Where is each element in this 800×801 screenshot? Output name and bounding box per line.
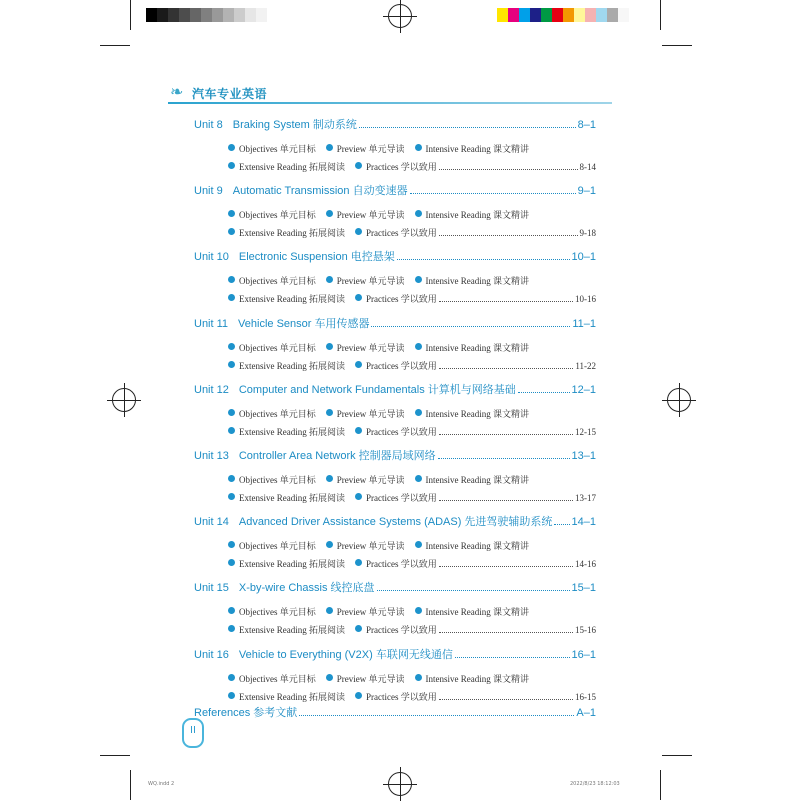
toc-subsections-row [228, 557, 596, 575]
toc-unit-entry[interactable] [194, 248, 596, 264]
section-label: Practices 学以致用 [365, 360, 437, 371]
section-label: Preview 单元导读 [336, 210, 405, 221]
book-title: 汽车专业英语 [192, 87, 268, 101]
crop-mark [662, 755, 692, 756]
section-label: Preview 单元导读 [336, 276, 405, 287]
toc-section-intensive-reading[interactable] [415, 672, 529, 685]
bullet-icon [415, 607, 422, 614]
toc-section-objectives[interactable] [228, 274, 316, 287]
unit-number: Unit 10 [194, 251, 229, 264]
bullet-icon [355, 692, 362, 699]
bullet-icon [228, 475, 235, 482]
bullet-icon [355, 493, 362, 500]
toc-section-preview[interactable] [326, 142, 405, 155]
print-slug-timestamp: 2022/8/23 18:12:03 [570, 781, 620, 787]
section-label: Intensive Reading 课文精讲 [425, 210, 529, 221]
registration-mark-left [112, 388, 136, 412]
toc-section-preview[interactable] [326, 407, 405, 420]
subsection-page: 14-16 [575, 559, 596, 570]
toc-section-extensive-reading[interactable] [228, 292, 345, 305]
unit-page: 8–1 [577, 119, 596, 131]
toc-section-practices[interactable] [355, 425, 437, 438]
bullet-icon [415, 409, 422, 416]
toc-unit [194, 248, 596, 310]
unit-number: Unit 12 [194, 383, 229, 396]
toc-section-practices[interactable] [355, 226, 437, 239]
unit-title: Automatic Transmission 自动变速器 [232, 185, 408, 198]
toc-unit-entry[interactable] [194, 182, 596, 198]
bullet-icon [228, 541, 235, 548]
toc-unit-entry[interactable] [194, 447, 596, 463]
page-number: II [190, 725, 196, 736]
toc-section-objectives[interactable] [228, 142, 316, 155]
unit-page: 10–1 [571, 251, 596, 264]
toc-section-preview[interactable] [326, 274, 405, 287]
section-label: Practices 学以致用 [365, 559, 437, 570]
bullet-icon [228, 276, 235, 283]
section-label: Objectives 单元目标 [239, 210, 316, 221]
dot-leader [371, 326, 570, 327]
subsection-page: 9-18 [579, 228, 596, 239]
section-label: Objectives 单元目标 [239, 541, 316, 552]
dot-leader [439, 566, 573, 567]
header-rule [168, 102, 612, 104]
unit-title: Electronic Suspension 电控悬架 [238, 251, 395, 264]
subsection-page: 11-22 [575, 360, 596, 371]
dot-leader [439, 500, 573, 501]
toc-section-practices[interactable] [355, 160, 437, 173]
bullet-icon [228, 607, 235, 614]
dot-leader [439, 632, 573, 633]
unit-number: Unit 8 [194, 119, 223, 131]
unit-title: Controller Area Network 控制器局域网络 [238, 450, 436, 462]
subsection-page: 16-15 [575, 691, 596, 702]
toc-unit-entry[interactable] [194, 381, 596, 397]
toc-section-preview[interactable] [326, 208, 405, 221]
references-page: A–1 [576, 707, 596, 719]
toc-subsections-row [228, 208, 596, 226]
unit-title: X-by-wire Chassis 线控底盘 [238, 582, 375, 595]
unit-number: Unit 14 [194, 516, 229, 529]
toc-section-objectives[interactable] [228, 341, 316, 354]
toc-unit [194, 579, 596, 641]
section-label: Practices 学以致用 [365, 162, 437, 172]
unit-page: 13–1 [571, 450, 596, 462]
subsection-page: 10-16 [575, 294, 596, 305]
toc-section-objectives[interactable] [228, 473, 316, 486]
unit-page: 9–1 [577, 185, 596, 198]
toc-references[interactable] [194, 704, 596, 720]
bullet-icon [355, 361, 362, 368]
section-label: Objectives 单元目标 [239, 144, 316, 154]
color-swatch [519, 8, 530, 22]
section-label: Intensive Reading 课文精讲 [425, 607, 529, 618]
toc-section-practices[interactable] [355, 623, 437, 636]
toc-unit [194, 646, 596, 708]
color-swatch [541, 8, 552, 22]
dot-leader [455, 657, 570, 658]
color-swatch [234, 8, 245, 22]
bullet-icon [355, 162, 362, 169]
toc-subsections-row [228, 292, 596, 310]
color-swatch [256, 8, 267, 22]
dot-leader [359, 127, 576, 128]
toc-unit-entry[interactable] [194, 116, 596, 132]
toc-section-objectives[interactable] [228, 407, 316, 420]
registration-mark-bottom [388, 772, 412, 796]
section-label: Extensive Reading 拓展阅读 [239, 691, 345, 702]
unit-page: 15–1 [571, 582, 596, 595]
section-label: Practices 学以致用 [365, 426, 437, 437]
section-label: Extensive Reading 拓展阅读 [239, 493, 345, 503]
section-label: Preview 单元导读 [336, 342, 405, 353]
bullet-icon [326, 409, 333, 416]
print-slug-filename: WQ.indd 2 [148, 781, 175, 787]
bullet-icon [415, 210, 422, 217]
toc-section-preview[interactable] [326, 473, 405, 486]
toc-unit-entry[interactable] [194, 579, 596, 595]
page-number-badge [182, 718, 204, 748]
section-label: Objectives 单元目标 [239, 607, 316, 618]
toc-unit [194, 447, 596, 509]
toc-subsections-row [228, 623, 596, 641]
crop-mark [130, 0, 131, 30]
toc-unit [194, 116, 596, 178]
unit-page: 11–1 [572, 317, 596, 330]
section-label: Preview 单元导读 [336, 144, 405, 154]
section-label: Preview 单元导读 [336, 541, 405, 552]
color-swatch [146, 8, 157, 22]
section-label: Objectives 单元目标 [239, 342, 316, 353]
subsection-page: 13-17 [575, 493, 596, 503]
crop-mark [660, 770, 661, 800]
color-swatch [574, 8, 585, 22]
section-label: Preview 单元导读 [336, 475, 405, 485]
toc-section-practices[interactable] [355, 491, 437, 504]
bullet-icon [228, 559, 235, 566]
section-label: Extensive Reading 拓展阅读 [239, 162, 345, 172]
section-label: Objectives 单元目标 [239, 673, 316, 684]
toc-unit-entry[interactable] [194, 513, 596, 529]
toc-section-intensive-reading[interactable] [415, 407, 529, 420]
dot-leader [439, 368, 574, 369]
bullet-icon [228, 162, 235, 169]
toc-subsections-row [228, 341, 596, 359]
toc-unit [194, 381, 596, 443]
section-label: Objectives 单元目标 [239, 276, 316, 287]
section-label: Practices 学以致用 [365, 294, 437, 305]
section-label: Intensive Reading 课文精讲 [425, 408, 529, 419]
section-label: Practices 学以致用 [365, 691, 437, 702]
section-label: Extensive Reading 拓展阅读 [239, 426, 345, 437]
bullet-icon [228, 493, 235, 500]
section-label: Objectives 单元目标 [239, 408, 316, 419]
bullet-icon [228, 228, 235, 235]
section-label: Intensive Reading 课文精讲 [425, 673, 529, 684]
toc-section-intensive-reading[interactable] [415, 539, 529, 552]
toc-subsections-row [228, 160, 596, 178]
toc-section-extensive-reading[interactable] [228, 557, 345, 570]
dot-leader [439, 235, 578, 236]
bullet-icon [355, 427, 362, 434]
unit-title: Braking System 制动系统 [232, 119, 357, 131]
section-label: Intensive Reading 课文精讲 [425, 276, 529, 287]
dot-leader [439, 169, 578, 170]
toc-section-intensive-reading[interactable] [415, 208, 529, 221]
crop-mark [660, 0, 661, 30]
toc-subsections-row [228, 672, 596, 690]
section-label: Practices 学以致用 [365, 228, 437, 239]
toc-section-intensive-reading[interactable] [415, 274, 529, 287]
toc-subsections-row [228, 359, 596, 377]
running-header [168, 82, 612, 104]
toc-unit [194, 513, 596, 575]
dot-leader [299, 715, 574, 716]
registration-mark-top [388, 4, 412, 28]
crop-mark [100, 45, 130, 46]
unit-title: Computer and Network Fundamentals 计算机与网络基础 [238, 383, 516, 396]
toc-subsections-row [228, 226, 596, 244]
toc-section-objectives[interactable] [228, 208, 316, 221]
unit-title: Advanced Driver Assistance Systems (ADAS) 先进驾驶辅助系统 [238, 516, 553, 529]
section-label: Intensive Reading 课文精讲 [425, 144, 529, 154]
dot-leader [410, 193, 576, 194]
bullet-icon [228, 674, 235, 681]
color-swatch [585, 8, 596, 22]
dot-leader [518, 392, 570, 393]
toc-section-preview[interactable] [326, 672, 405, 685]
color-swatch [596, 8, 607, 22]
bullet-icon [228, 144, 235, 151]
bullet-icon [228, 427, 235, 434]
toc-section-extensive-reading[interactable] [228, 491, 345, 504]
toc-section-extensive-reading[interactable] [228, 623, 345, 636]
toc-subsections-row [228, 491, 596, 509]
bullet-icon [326, 343, 333, 350]
bullet-icon [415, 475, 422, 482]
unit-number: Unit 9 [194, 185, 223, 198]
toc-section-practices[interactable] [355, 690, 437, 703]
bullet-icon [326, 607, 333, 614]
bullet-icon [326, 276, 333, 283]
unit-number: Unit 13 [194, 450, 229, 462]
toc-section-extensive-reading[interactable] [228, 226, 345, 239]
color-swatch [212, 8, 223, 22]
toc-section-extensive-reading[interactable] [228, 160, 345, 173]
grayscale-color-bar [146, 8, 267, 22]
section-label: Extensive Reading 拓展阅读 [239, 625, 345, 636]
unit-page: 14–1 [571, 516, 596, 529]
section-label: Intensive Reading 课文精讲 [425, 342, 529, 353]
swoosh-logo-icon: ❧ [170, 84, 184, 101]
section-label: Preview 单元导读 [336, 607, 405, 618]
subsection-page: 8-14 [579, 162, 596, 172]
section-label: Intensive Reading 课文精讲 [425, 541, 529, 552]
bullet-icon [326, 674, 333, 681]
color-swatch [607, 8, 618, 22]
crop-mark [662, 45, 692, 46]
color-swatch [618, 8, 629, 22]
color-swatch [190, 8, 201, 22]
section-label: Intensive Reading 课文精讲 [425, 475, 529, 485]
color-swatch [552, 8, 563, 22]
toc-section-intensive-reading[interactable] [415, 341, 529, 354]
dot-leader [377, 590, 570, 591]
unit-title: Vehicle Sensor 车用传感器 [238, 317, 370, 330]
bullet-icon [415, 541, 422, 548]
toc-subsections-row [228, 142, 596, 160]
bullet-icon [228, 343, 235, 350]
color-swatch [530, 8, 541, 22]
unit-number: Unit 15 [194, 582, 229, 595]
toc-section-extensive-reading[interactable] [228, 359, 345, 372]
toc-section-preview[interactable] [326, 341, 405, 354]
dot-leader [554, 524, 569, 525]
toc-section-practices[interactable] [355, 557, 437, 570]
color-swatch [563, 8, 574, 22]
dot-leader [439, 301, 573, 302]
bullet-icon [415, 674, 422, 681]
bullet-icon [228, 409, 235, 416]
toc-section-practices[interactable] [355, 359, 437, 372]
color-swatch [497, 8, 508, 22]
toc-section-objectives[interactable] [228, 539, 316, 552]
dot-leader [439, 699, 573, 700]
crop-mark [130, 770, 131, 800]
section-label: Extensive Reading 拓展阅读 [239, 559, 345, 570]
section-label: Extensive Reading 拓展阅读 [239, 228, 345, 239]
section-label: Extensive Reading 拓展阅读 [239, 360, 345, 371]
toc-section-practices[interactable] [355, 292, 437, 305]
unit-number: Unit 16 [194, 648, 229, 661]
bullet-icon [355, 559, 362, 566]
toc-section-intensive-reading[interactable] [415, 473, 529, 486]
section-label: Practices 学以致用 [365, 493, 437, 503]
bullet-icon [415, 144, 422, 151]
toc-unit-entry[interactable] [194, 315, 596, 331]
dot-leader [397, 259, 570, 260]
crop-mark [100, 755, 130, 756]
color-swatch [508, 8, 519, 22]
subsection-page: 15-16 [575, 625, 596, 636]
toc-subsections-row [228, 473, 596, 491]
color-swatch [179, 8, 190, 22]
color-swatch [201, 8, 212, 22]
dot-leader [439, 434, 573, 435]
toc-unit [194, 182, 596, 244]
bullet-icon [228, 210, 235, 217]
toc-section-extensive-reading[interactable] [228, 425, 345, 438]
toc-section-objectives[interactable] [228, 605, 316, 618]
dot-leader [438, 458, 570, 459]
toc-subsections-row [228, 274, 596, 292]
toc-section-extensive-reading[interactable] [228, 690, 345, 703]
bullet-icon [355, 625, 362, 632]
unit-page: 12–1 [571, 383, 596, 396]
bullet-icon [326, 541, 333, 548]
color-swatch [157, 8, 168, 22]
section-label: Extensive Reading 拓展阅读 [239, 294, 345, 305]
registration-mark-right [667, 388, 691, 412]
toc-subsections-row [228, 407, 596, 425]
toc-section-intensive-reading[interactable] [415, 142, 529, 155]
section-label: Objectives 单元目标 [239, 475, 316, 485]
bullet-icon [228, 625, 235, 632]
toc-section-preview[interactable] [326, 605, 405, 618]
bullet-icon [415, 343, 422, 350]
bullet-icon [228, 361, 235, 368]
toc-section-intensive-reading[interactable] [415, 605, 529, 618]
section-label: Preview 单元导读 [336, 408, 405, 419]
toc-subsections-row [228, 605, 596, 623]
bullet-icon [326, 144, 333, 151]
toc-section-objectives[interactable] [228, 672, 316, 685]
process-color-bar [497, 8, 629, 22]
toc-section-preview[interactable] [326, 539, 405, 552]
color-swatch [223, 8, 234, 22]
subsection-page: 12-15 [575, 426, 596, 437]
color-swatch [245, 8, 256, 22]
bullet-icon [326, 210, 333, 217]
section-label: Practices 学以致用 [365, 625, 437, 636]
bullet-icon [355, 228, 362, 235]
bullet-icon [228, 692, 235, 699]
bullet-icon [228, 294, 235, 301]
bullet-icon [355, 294, 362, 301]
references-title: References 参考文献 [194, 707, 298, 719]
color-swatch [168, 8, 179, 22]
bullet-icon [326, 475, 333, 482]
toc-subsections-row [228, 539, 596, 557]
unit-number: Unit 11 [194, 317, 229, 330]
bullet-icon [415, 276, 422, 283]
unit-title: Vehicle to Everything (V2X) 车联网无线通信 [238, 648, 453, 661]
toc-subsections-row [228, 425, 596, 443]
section-label: Preview 单元导读 [336, 673, 405, 684]
unit-page: 16–1 [571, 648, 596, 661]
toc-unit [194, 315, 596, 377]
toc-unit-entry[interactable] [194, 646, 596, 662]
